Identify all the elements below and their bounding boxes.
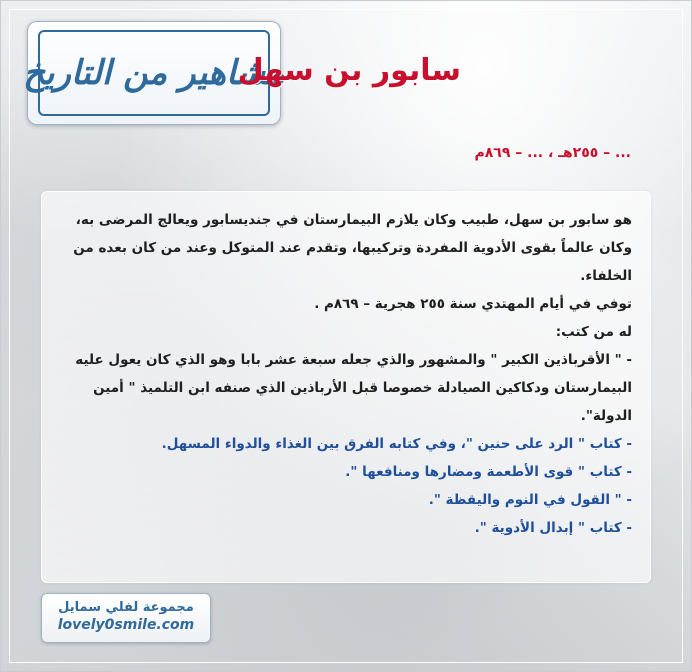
footer-arabic-text: مجموعة لفلي سمايل (58, 600, 194, 615)
book-item: - كتاب " الرد على حنين "، وفي كتابه الفرق بين الغذاء والدواء المسهل. (161, 436, 632, 452)
books-list (60, 346, 632, 542)
books-label: له من كتب: (555, 324, 632, 340)
logo-border (23, 30, 285, 116)
book-item: - " الأقرباذين الكبير " والمشهور والذي جعله سبعة عشر بابا وهو الذي كان يعول عليه البيمارستان ودكاكين الصيادلة خصوصا قبل الأرباذين الذي صنفه ابن التلميذ " أمين الدولة". (75, 352, 632, 424)
book-item: - كتاب " قوى الأطعمة ومضارها ومنافعها ". (345, 464, 632, 480)
death-info: توفي في أيام المهتدي سنة ٢٥٥ هجرية – ٨٦٩م . (314, 296, 632, 312)
footer-url-link[interactable]: lovely0smile.com (57, 617, 195, 633)
book-item: - كتاب " إبدال الأدوية ". (474, 520, 632, 536)
book-item: - " القول في النوم واليقظة ". (428, 492, 632, 508)
logo-text: مشاهير من التاريخ (23, 53, 285, 93)
biography-panel (41, 191, 651, 583)
lifespan-dates: ... – ٢٥٥هـ ، ... – ٨٦٩م (474, 145, 631, 161)
page-title: سابور بن سهل (237, 53, 461, 88)
footer-badge[interactable] (41, 593, 211, 643)
biography-paragraph: هو سابور بن سهل، طبيب وكان يلازم البيمارستان في جنديسابور ويعالج المرضى به، وكان عالماً بقوى الأدوية المفردة وتركيبها، وتقدم عند المتوكل وعند من كان بعده من الخلفاء. (73, 212, 632, 284)
